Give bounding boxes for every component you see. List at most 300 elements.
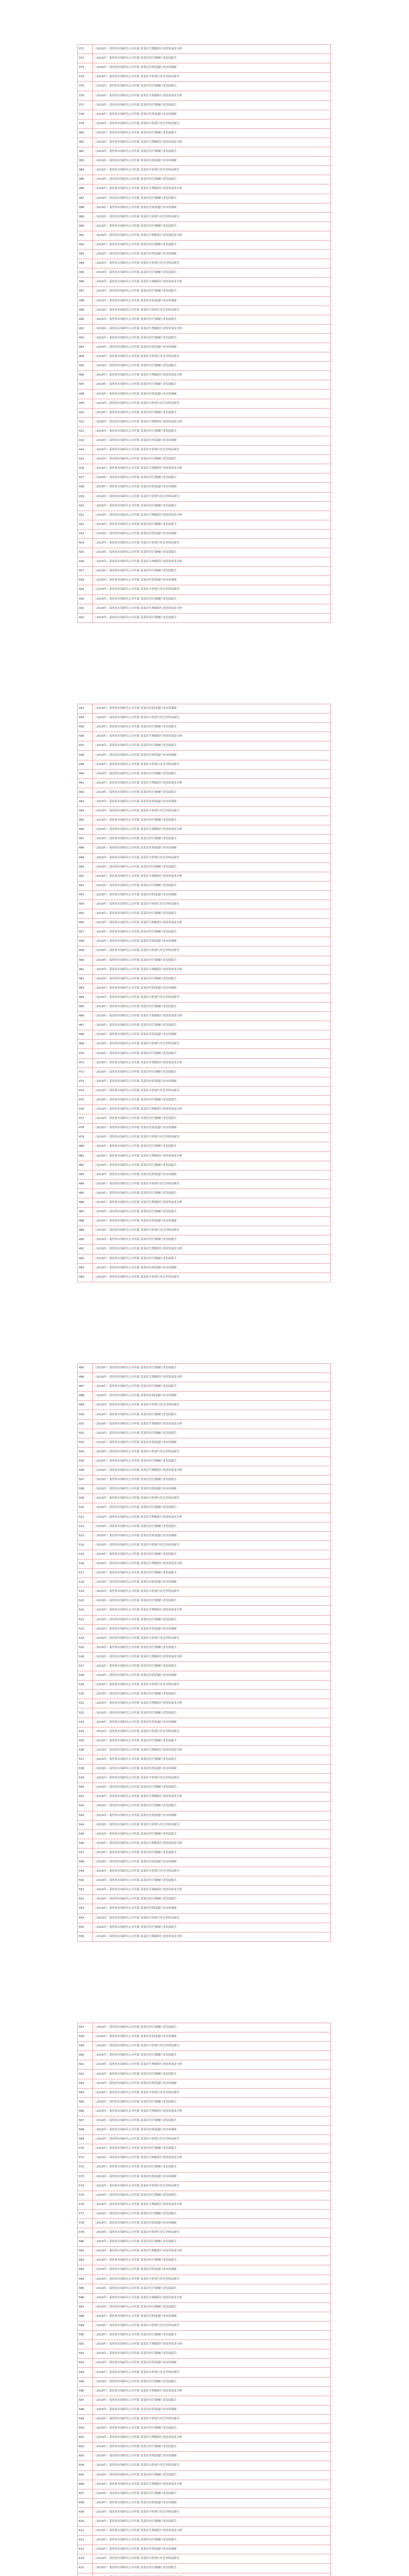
row-title: （2019年）某医药市场研究公司年报 某某区医药流通行业市场调研 <box>93 389 331 399</box>
table-row <box>78 900 331 909</box>
row-number: 578 <box>78 2218 93 2228</box>
row-title: （2019年）某医药市场研究公司年报 某某区中药材行业竞争格局研究 <box>93 1774 331 1783</box>
table-row <box>78 1401 331 1410</box>
row-number: 395 <box>78 268 93 278</box>
table-row <box>78 538 331 548</box>
table-row <box>78 1179 331 1189</box>
row-number: 377 <box>78 100 93 110</box>
row-number: 506 <box>78 1466 93 1476</box>
table-row <box>78 417 331 427</box>
table-row <box>78 1634 331 1643</box>
table-row <box>78 1030 331 1040</box>
table-row <box>78 2349 331 2359</box>
row-title: （2019年）某医药市场研究公司年报 某某区医疗器械行业发展报告 <box>93 1802 331 1811</box>
table-row <box>78 110 331 119</box>
table-row <box>78 1170 331 1179</box>
row-number: 461 <box>78 965 93 974</box>
table-row <box>78 371 331 380</box>
row-number: 495 <box>78 1364 93 1373</box>
row-number: 588 <box>78 2312 93 2321</box>
table-row <box>78 2218 331 2228</box>
row-number: 469 <box>78 1040 93 1049</box>
row-title: （2019年）某医药市场研究公司年报 某某区医药流通行业市场调研 <box>93 2032 331 2042</box>
row-number: 494 <box>78 1273 93 1282</box>
row-title: （2019年）某医药市场研究公司年报 某某区医药流通行业市场调研 <box>93 751 331 760</box>
row-title: （2019年）某医药市场研究公司年报 某某区医药流通行业市场调研 <box>93 1030 331 1040</box>
table-row <box>78 1003 331 1012</box>
table-row <box>78 2331 331 2340</box>
table-row <box>78 1848 331 1857</box>
table-row <box>78 1105 331 1114</box>
table-row <box>78 315 331 324</box>
row-title: （2019年）某医药市场研究公司年报 某某区医药流通行业市场调研 <box>93 844 331 853</box>
table-row <box>78 2126 331 2135</box>
row-number: 522 <box>78 1615 93 1624</box>
row-title: （2019年）某医药市场研究公司年报 某某区中药材行业竞争格局研究 <box>93 585 331 595</box>
row-number: 550 <box>78 1876 93 1886</box>
row-title: （2019年）某医药市场研究公司年报 某某区医药流通行业市场调研 <box>93 1718 331 1727</box>
row-title: （2019年）某医药市场研究公司年报 某某区医疗器械行业发展报告 <box>93 128 331 138</box>
table-row <box>78 2414 331 2424</box>
row-number: 452 <box>78 881 93 890</box>
row-title: （2019年）某医药市场研究公司年报 某某区中药材行业竞争格局研究 <box>93 492 331 501</box>
row-number: 606 <box>78 2480 93 2489</box>
row-number: 502 <box>78 1429 93 1438</box>
table-row <box>78 45 331 54</box>
row-title: （2019年）某医药市场研究公司年报 某某区生物制药行业投资前景分析 <box>93 778 331 788</box>
row-title: （2019年）某医药市场研究公司年报 某某区中药材行业竞争格局研究 <box>93 259 331 268</box>
row-number: 520 <box>78 1597 93 1606</box>
table-row <box>78 1699 331 1708</box>
row-number: 570 <box>78 2144 93 2154</box>
row-number: 465 <box>78 1003 93 1012</box>
table-row <box>78 872 331 881</box>
table-row <box>78 2265 331 2275</box>
table-row <box>78 212 331 222</box>
row-number: 584 <box>78 2275 93 2284</box>
row-title: （2019年）某医药市场研究公司年报 某某区医疗器械行业发展报告 <box>93 380 331 389</box>
row-number: 449 <box>78 853 93 862</box>
row-title: （2019年）某医药市场研究公司年报 某某区医药流通行业市场调研 <box>93 250 331 259</box>
table-row <box>78 2275 331 2284</box>
table-row <box>78 203 331 212</box>
row-title: （2019年）某医药市场研究公司年报 某某区生物制药行业投资前景分析 <box>93 231 331 240</box>
row-number: 534 <box>78 1727 93 1736</box>
table-row <box>78 956 331 965</box>
row-number: 594 <box>78 2368 93 2377</box>
row-title: （2019年）某医药市场研究公司年报 某某区医疗器械行业发展报告 <box>93 2377 331 2386</box>
row-number: 490 <box>78 1235 93 1245</box>
row-title: （2019年）某医药市场研究公司年报 某某区医疗器械行业发展报告 <box>93 2564 331 2573</box>
table-row <box>78 1503 331 1513</box>
row-title: （2019年）某医药市场研究公司年报 某某区中药材行业竞争格局研究 <box>93 119 331 128</box>
row-number: 547 <box>78 1848 93 1857</box>
table-row <box>78 1077 331 1086</box>
table-row <box>78 2368 331 2377</box>
row-title: （2019年）某医药市场研究公司年报 某某区中药材行业竞争格局研究 <box>93 900 331 909</box>
table-row <box>78 1932 331 1941</box>
row-number: 590 <box>78 2331 93 2340</box>
row-number: 404 <box>78 352 93 362</box>
row-number: 464 <box>78 993 93 1002</box>
row-title: （2019年）某医药市场研究公司年报 某某区医疗器械行业发展报告 <box>93 1235 331 1245</box>
row-number: 498 <box>78 1392 93 1401</box>
row-title: （2019年）某医药市场研究公司年报 某某区医疗器械行业发展报告 <box>93 175 331 184</box>
row-title: （2019年）某医药市场研究公司年报 某某区中药材行业竞争格局研究 <box>93 1133 331 1142</box>
row-title: （2019年）某医药市场研究公司年报 某某区医疗器械行业发展报告 <box>93 1095 331 1105</box>
row-title: （2019年）某医药市场研究公司年报 某某区生物制药行业投资前景分析 <box>93 45 331 54</box>
table-row <box>78 2079 331 2088</box>
table-row <box>78 2181 331 2191</box>
table-row <box>78 1273 331 1282</box>
table-row <box>78 446 331 455</box>
row-title: （2019年）某医药市场研究公司年报 某某区医疗器械行业发展报告 <box>93 2191 331 2200</box>
row-title: （2019年）某医药市场研究公司年报 某某区中药材行业竞争格局研究 <box>93 2275 331 2284</box>
row-title: （2019年）某医药市场研究公司年报 某某区医药流通行业市场调研 <box>93 157 331 166</box>
row-title: （2019年）某医药市场研究公司年报 某某区医疗器械行业发展报告 <box>93 333 331 343</box>
row-number: 444 <box>78 807 93 816</box>
row-title: （2019年）某医药市场研究公司年报 某某区医疗器械行业发展报告 <box>93 1021 331 1030</box>
table-row <box>78 1095 331 1105</box>
table-row <box>78 2573 331 2576</box>
row-number: 592 <box>78 2349 93 2359</box>
row-title: （2019年）某医药市场研究公司年报 某某区医药流通行业市场调研 <box>93 1578 331 1587</box>
row-title: （2019年）某医药市场研究公司年报 某某区生物制药行业投资前景分析 <box>93 1105 331 1114</box>
table-row <box>78 1189 331 1198</box>
table-row <box>78 184 331 194</box>
row-title: （2019年）某医药市场研究公司年报 某某区生物制药行业投资前景分析 <box>93 184 331 194</box>
row-number: 605 <box>78 2470 93 2480</box>
table-row <box>78 147 331 157</box>
table-row <box>78 2302 331 2312</box>
row-number: 407 <box>78 380 93 389</box>
row-title: （2019年）某医药市场研究公司年报 某某区中药材行业竞争格局研究 <box>93 1913 331 1923</box>
table-row <box>78 1597 331 1606</box>
row-title: （2019年）某医药市场研究公司年报 某某区医疗器械行业发展报告 <box>93 2144 331 2154</box>
row-number: 478 <box>78 1124 93 1133</box>
table-row <box>78 595 331 604</box>
table-row <box>78 1086 331 1095</box>
row-number: 583 <box>78 2265 93 2275</box>
row-number: 373 <box>78 63 93 73</box>
row-title: （2019年）某医药市场研究公司年报 某某区医药流通行业市场调研 <box>93 1485 331 1494</box>
table-row <box>78 1783 331 1792</box>
row-title: （2019年）某医药市场研究公司年报 某某区生物制药行业投资前景分析 <box>93 2480 331 2489</box>
table-row <box>78 1895 331 1904</box>
table-row <box>78 1382 331 1392</box>
row-number: 532 <box>78 1708 93 1718</box>
table-row <box>78 1886 331 1895</box>
row-number: 470 <box>78 1049 93 1058</box>
row-number: 610 <box>78 2517 93 2526</box>
row-title: （2019年）某医药市场研究公司年报 某某区医药流通行业市场调研 <box>93 1857 331 1867</box>
row-title: （2019年）某医药市场研究公司年报 某某区生物制药行业投资前景分析 <box>93 1012 331 1021</box>
table-row <box>78 2032 331 2042</box>
row-title: （2019年）某医药市场研究公司年报 某某区生物制药行业投资前景分析 <box>93 2247 331 2256</box>
row-number: 545 <box>78 1829 93 1839</box>
row-number: 579 <box>78 2228 93 2238</box>
row-title: （2019年）某医药市场研究公司年报 某某区医疗器械行业发展报告 <box>93 1615 331 1624</box>
table-row <box>78 919 331 928</box>
row-title: （2019年）某医药市场研究公司年报 某某区医疗器械行业发展报告 <box>93 1114 331 1124</box>
row-title: （2019年）某医药市场研究公司年报 某某区医疗器械行业发展报告 <box>93 2302 331 2312</box>
table-row <box>78 2051 331 2060</box>
row-title: （2019年）某医药市场研究公司年报 某某区医疗器械行业发展报告 <box>93 835 331 844</box>
table-row <box>78 240 331 249</box>
table-row <box>78 2116 331 2125</box>
row-title: （2019年）某医药市场研究公司年报 某某区中药材行业竞争格局研究 <box>93 2414 331 2424</box>
row-title: （2019年）某医药市场研究公司年报 某某区医疗器械行业发展报告 <box>93 2349 331 2359</box>
table-row <box>78 778 331 788</box>
table-row <box>78 2070 331 2079</box>
row-number: 429 <box>78 585 93 595</box>
table-row <box>78 576 331 585</box>
table-row <box>78 157 331 166</box>
table-row <box>78 1254 331 1263</box>
row-number: 568 <box>78 2126 93 2135</box>
table-row <box>78 1774 331 1783</box>
row-number: 375 <box>78 82 93 91</box>
table-row <box>78 2293 331 2302</box>
table-row <box>78 1550 331 1559</box>
row-title: （2019年）某医药市场研究公司年报 某某区医疗器械行业发展报告 <box>93 2023 331 2032</box>
row-number: 398 <box>78 296 93 306</box>
table-row <box>78 2023 331 2032</box>
row-title: （2019年）某医药市场研究公司年报 某某区医疗器械行业发展报告 <box>93 54 331 63</box>
row-number: 518 <box>78 1578 93 1587</box>
table-row <box>78 1904 331 1913</box>
row-number: 383 <box>78 157 93 166</box>
table-row <box>78 1736 331 1745</box>
row-number: 392 <box>78 240 93 249</box>
row-number: 473 <box>78 1077 93 1086</box>
row-title: （2019年）某医药市场研究公司年报 某某区医药流通行业市场调研 <box>93 890 331 900</box>
row-number: 512 <box>78 1522 93 1531</box>
table-row <box>78 1021 331 1030</box>
row-number: 575 <box>78 2191 93 2200</box>
table-row <box>78 751 331 760</box>
row-number: 397 <box>78 287 93 296</box>
table-row <box>78 1447 331 1456</box>
row-number: 598 <box>78 2405 93 2414</box>
row-number: 488 <box>78 1217 93 1226</box>
row-number: 614 <box>78 2554 93 2564</box>
table-row <box>78 231 331 240</box>
row-number: 595 <box>78 2377 93 2386</box>
row-title: （2019年）某医药市场研究公司年报 某某区生物制药行业投资前景分析 <box>93 464 331 473</box>
table-row <box>78 194 331 203</box>
table-row <box>78 492 331 501</box>
row-number: 396 <box>78 278 93 287</box>
row-title: （2019年）某医药市场研究公司年报 某某区中药材行业竞争格局研究 <box>93 1494 331 1503</box>
row-number: 442 <box>78 788 93 797</box>
row-title: （2019年）某医药市场研究公司年报 某某区中药材行业竞争格局研究 <box>93 1634 331 1643</box>
row-title: （2019年）某医药市场研究公司年报 某某区医药流通行业市场调研 <box>93 1263 331 1273</box>
row-title: （2019年）某医药市场研究公司年报 某某区中药材行业竞争格局研究 <box>93 446 331 455</box>
row-title: （2019年）某医药市场研究公司年报 某某区医疗器械行业发展报告 <box>93 1569 331 1578</box>
row-title: （2019年）某医药市场研究公司年报 某某区医药流通行业市场调研 <box>93 1217 331 1226</box>
row-title: （2019年）某医药市场研究公司年报 某某区中药材行业竞争格局研究 <box>93 2461 331 2470</box>
table-row <box>78 1839 331 1848</box>
row-title: （2019年）某医药市场研究公司年报 某某区中药材行业竞争格局研究 <box>93 1179 331 1189</box>
row-number: 413 <box>78 436 93 445</box>
row-title: （2019年）某医药市场研究公司年报 某某区医药流通行业市场调研 <box>93 704 331 714</box>
table-row <box>78 1615 331 1624</box>
table-row <box>78 2527 331 2536</box>
row-title: （2019年）某医药市场研究公司年报 某某区医疗器械行业发展报告 <box>93 100 331 110</box>
row-title: （2019年）某医药市场研究公司年报 某某区医疗器械行业发展报告 <box>93 1003 331 1012</box>
row-number: 521 <box>78 1606 93 1615</box>
row-number: 420 <box>78 501 93 511</box>
table-row <box>78 464 331 473</box>
row-title: （2019年）某医药市场研究公司年报 某某区医疗器械行业发展报告 <box>93 2051 331 2060</box>
row-number: 380 <box>78 128 93 138</box>
row-number: 556 <box>78 1932 93 1941</box>
table-row <box>78 2386 331 2396</box>
row-title: （2019年）某医药市场研究公司年报 某某区中药材行业竞争格局研究 <box>93 1820 331 1829</box>
row-number: 609 <box>78 2507 93 2517</box>
table-row <box>78 937 331 946</box>
table-row <box>78 928 331 937</box>
table-row <box>78 890 331 900</box>
table-row <box>78 704 331 714</box>
row-title: （2019年）某医药市场研究公司年报 某某区医药流通行业市场调研 <box>93 203 331 212</box>
table-row <box>78 119 331 128</box>
table-row <box>78 1151 331 1161</box>
table-row <box>78 1438 331 1447</box>
row-number: 422 <box>78 520 93 529</box>
row-number: 526 <box>78 1652 93 1662</box>
row-title: （2019年）某医药市场研究公司年报 某某区生物制药行业投资前景分析 <box>93 919 331 928</box>
row-number: 523 <box>78 1624 93 1634</box>
row-title: （2019年）某医药市场研究公司年报 某某区生物制药行业投资前景分析 <box>93 1373 331 1382</box>
table-row <box>78 1114 331 1124</box>
row-title: （2019年）某医药市场研究公司年报 某某区医药流通行业市场调研 <box>93 296 331 306</box>
row-number: 393 <box>78 250 93 259</box>
table-row <box>78 835 331 844</box>
row-number: 418 <box>78 483 93 492</box>
row-number: 385 <box>78 175 93 184</box>
table-row <box>78 222 331 231</box>
row-title: （2019年）某医药市场研究公司年报 某某区中药材行业竞争格局研究 <box>93 853 331 862</box>
row-title: （2019年）某医药市场研究公司年报 某某区中药材行业竞争格局研究 <box>93 1086 331 1095</box>
row-number: 466 <box>78 1012 93 1021</box>
row-title: （2019年）某医药市场研究公司年报 某某区医疗器械行业发展报告 <box>93 1208 331 1217</box>
table-row <box>78 1690 331 1699</box>
row-number: 509 <box>78 1494 93 1503</box>
row-number: 597 <box>78 2396 93 2405</box>
table-row <box>78 557 331 567</box>
row-title: （2019年）某医药市场研究公司年报 某某区生物制药行业投资前景分析 <box>93 1792 331 1802</box>
row-title: （2019年）某医药市场研究公司年报 某某区医疗器械行业发展报告 <box>93 268 331 278</box>
row-title: （2019年）某医药市场研究公司年报 某某区医疗器械行业发展报告 <box>93 194 331 203</box>
row-number: 457 <box>78 928 93 937</box>
table-row <box>78 1364 331 1373</box>
table-row <box>78 1058 331 1067</box>
row-title: （2019年）某医药市场研究公司年报 某某区医药流通行业市场调研 <box>93 343 331 352</box>
row-title: （2019年）某医药市场研究公司年报 某某区医疗器械行业发展报告 <box>93 2284 331 2293</box>
row-number: 544 <box>78 1820 93 1829</box>
row-number: 451 <box>78 872 93 881</box>
row-title: （2019年）某医药市场研究公司年报 某某区中药材行业竞争格局研究 <box>93 2228 331 2238</box>
table-row <box>78 1745 331 1755</box>
row-number: 403 <box>78 343 93 352</box>
row-title: （2019年）某医药市场研究公司年报 某某区医疗器械行业发展报告 <box>93 473 331 483</box>
row-title: （2019年）某医药市场研究公司年报 某某区生物制药行业投资前景分析 <box>93 1886 331 1895</box>
row-number: 603 <box>78 2452 93 2461</box>
table-row <box>78 1802 331 1811</box>
row-number: 415 <box>78 455 93 464</box>
row-title: （2019年）某医药市场研究公司年报 某某区医药流通行业市场调研 <box>93 2172 331 2181</box>
row-number: 387 <box>78 194 93 203</box>
table-row <box>78 1811 331 1820</box>
row-number: 530 <box>78 1690 93 1699</box>
row-number: 447 <box>78 835 93 844</box>
row-number: 572 <box>78 2163 93 2172</box>
row-title: （2019年）某医药市场研究公司年报 某某区中药材行业竞争格局研究 <box>93 73 331 82</box>
row-number: 496 <box>78 1373 93 1382</box>
row-title: （2019年）某医药市场研究公司年报 某某区医药流通行业市场调研 <box>93 937 331 946</box>
row-title: （2019年）某医药市场研究公司年报 某某区医疗器械行业发展报告 <box>93 1161 331 1170</box>
row-title: （2019年）某医药市场研究公司年报 某某区医疗器械行业发展报告 <box>93 1364 331 1373</box>
row-title: （2019年）某医药市场研究公司年报 某某区医疗器械行业发展报告 <box>93 455 331 464</box>
table-row <box>78 881 331 890</box>
row-title: （2019年）某医药市场研究公司年报 某某区医疗器械行业发展报告 <box>93 408 331 417</box>
row-number: 533 <box>78 1718 93 1727</box>
table-row <box>78 1820 331 1829</box>
row-title: （2019年）某医药市场研究公司年报 某某区医药流通行业市场调研 <box>93 1765 331 1774</box>
table-row <box>78 2042 331 2051</box>
row-number: 562 <box>78 2070 93 2079</box>
row-number: 378 <box>78 110 93 119</box>
row-number: 599 <box>78 2414 93 2424</box>
row-number: 535 <box>78 1736 93 1745</box>
row-title: （2019年）某医药市场研究公司年报 某某区医药流通行业市场调研 <box>93 1531 331 1540</box>
row-number <box>78 2573 93 2576</box>
row-title: （2019年）某医药市场研究公司年报 某某区中药材行业竞争格局研究 <box>93 1587 331 1597</box>
row-title: （2019年）某医药市场研究公司年报 某某区中药材行业竞争格局研究 <box>93 2135 331 2144</box>
row-number: 441 <box>78 778 93 788</box>
table-row <box>78 1133 331 1142</box>
row-number: 435 <box>78 723 93 732</box>
row-number: 527 <box>78 1662 93 1671</box>
row-number: 439 <box>78 760 93 769</box>
row-number: 386 <box>78 184 93 194</box>
row-number: 519 <box>78 1587 93 1597</box>
row-number: 602 <box>78 2443 93 2452</box>
row-number: 477 <box>78 1114 93 1124</box>
table-row <box>78 1012 331 1021</box>
row-number: 459 <box>78 946 93 956</box>
row-title: （2019年）某医药市场研究公司年报 某某区生物制药行业投资前景分析 <box>93 417 331 427</box>
table-row <box>78 1373 331 1382</box>
table-row <box>78 2247 331 2256</box>
table-row <box>78 567 331 576</box>
row-number: 529 <box>78 1681 93 1690</box>
row-number: 553 <box>78 1904 93 1913</box>
table-row <box>78 2340 331 2349</box>
report-list-table <box>77 2023 331 2576</box>
row-number: 489 <box>78 1226 93 1235</box>
row-number: 436 <box>78 732 93 741</box>
row-title: （2019年）某医药市场研究公司年报 某某区医疗器械行业发展报告 <box>93 315 331 324</box>
row-title: （2019年）某医药市场研究公司年报 某某区医疗器械行业发展报告 <box>93 1895 331 1904</box>
table-row <box>78 138 331 147</box>
row-title: （2019年）某医药市场研究公司年报 某某区中药材行业竞争格局研究 <box>93 993 331 1002</box>
table-row <box>78 2209 331 2218</box>
row-title: （2019年）某医药市场研究公司年报 某某区医疗器械行业发展报告 <box>93 427 331 436</box>
row-number: 539 <box>78 1774 93 1783</box>
